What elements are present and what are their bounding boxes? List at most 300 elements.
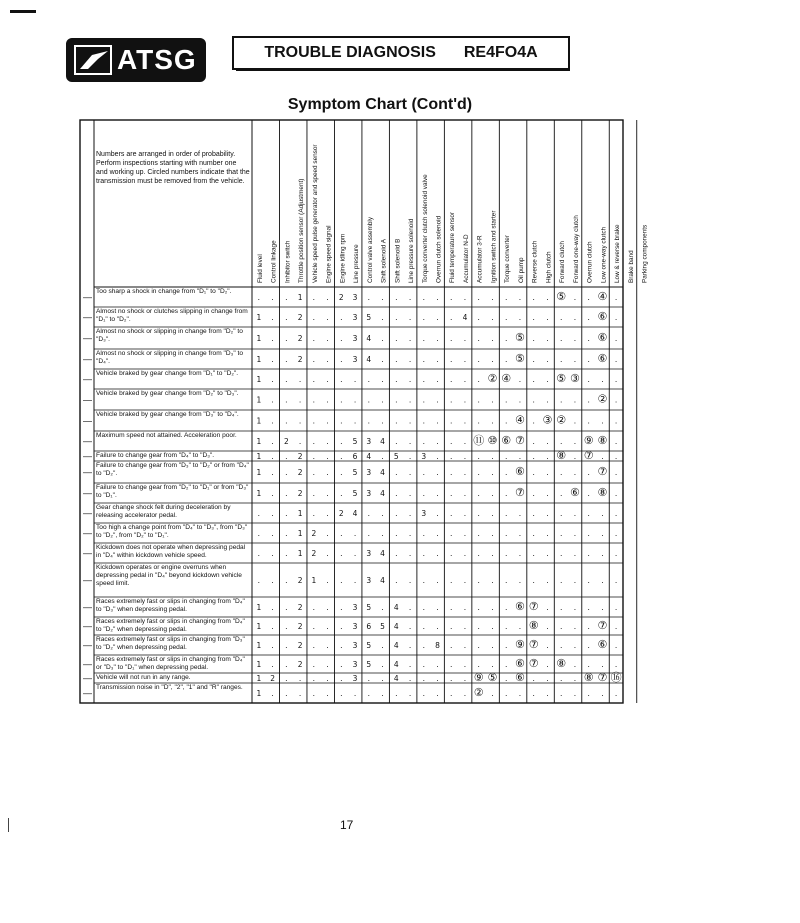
symptom-text: Races extremely fast or slips in changing from "D₄" to "D₂" when depressing pedal. (96, 618, 245, 633)
cell-value: . (367, 416, 370, 426)
cell-value: . (326, 622, 329, 631)
cell-value: . (505, 293, 508, 302)
cell-value: . (285, 603, 288, 612)
row-marker: — (83, 451, 92, 461)
cell-value: . (450, 603, 453, 612)
cell-value: . (408, 689, 412, 698)
cell-value: 4 (380, 489, 385, 498)
cell-value: . (614, 529, 618, 538)
cell-value: . (285, 375, 288, 384)
cell-value: 6 (366, 622, 372, 631)
cell-value: . (271, 603, 274, 612)
cell-value: 3 (352, 293, 358, 302)
cell-value: . (477, 293, 480, 302)
cell-value: . (546, 674, 549, 683)
cell-value: . (395, 576, 398, 585)
column-header: Accumulator N-D (462, 234, 470, 283)
cell-value: . (587, 603, 590, 612)
cell-value: . (326, 674, 329, 683)
symptom-cell (96, 390, 250, 409)
cell-value: . (285, 313, 288, 322)
cell-value: ⑧ (597, 486, 608, 499)
cell-value: . (436, 416, 439, 426)
cell-value: . (573, 689, 577, 698)
cell-value: . (546, 468, 549, 477)
cell-value: . (326, 416, 329, 426)
cell-value: . (559, 529, 563, 538)
cell-value: 1 (256, 437, 262, 446)
cell-value: . (395, 293, 398, 302)
cell-value: . (546, 576, 549, 585)
column-header: Brake band (627, 250, 635, 283)
cell-value: . (395, 375, 398, 384)
row-marker: — (83, 621, 92, 631)
cell-value: . (505, 395, 508, 405)
cell-value: ⑤ (487, 671, 498, 684)
cell-value: . (477, 576, 480, 585)
cell-value: ⑨ (515, 638, 525, 651)
cell-value: 1 (256, 660, 262, 669)
cell-value: . (353, 549, 357, 558)
cell-value: . (395, 437, 398, 446)
cell-value: . (395, 529, 398, 538)
cell-value: ③ (569, 372, 580, 385)
cell-value: . (573, 576, 577, 585)
cell-value: . (614, 416, 618, 426)
cell-value: . (546, 489, 549, 498)
row-marker: — (83, 575, 92, 585)
cell-value: . (587, 660, 590, 669)
cell-value: . (518, 509, 522, 518)
cell-value: . (573, 529, 577, 538)
cell-value: . (340, 622, 343, 631)
cell-value: . (532, 375, 535, 384)
cell-value: . (271, 334, 274, 343)
cell-value: . (601, 509, 604, 518)
cell-value: ⑦ (597, 671, 608, 684)
cell-value: ⑧ (556, 657, 567, 670)
cell-value: 2 (297, 489, 303, 498)
cell-value: . (326, 437, 329, 446)
cell-value: . (436, 468, 439, 477)
cell-value: . (395, 549, 398, 558)
cell-value: ⑧ (597, 434, 608, 447)
cell-value: . (477, 489, 480, 498)
cell-value: . (614, 660, 618, 669)
cell-value: ⑧ (528, 619, 539, 632)
cell-value: . (367, 395, 370, 405)
cell-value: . (573, 334, 577, 343)
cell-value: ⑯ (610, 671, 622, 684)
cell-value: . (271, 468, 274, 477)
row-marker: — (83, 508, 92, 518)
cell-value: . (450, 641, 453, 650)
cell-value: . (491, 660, 494, 669)
cell-value: . (257, 549, 261, 558)
cell-value: 5 (366, 641, 372, 650)
cell-value: ⑥ (515, 600, 525, 613)
cell-value: . (340, 355, 343, 364)
cell-value: . (436, 603, 439, 612)
symptom-text: Kickdown does not operate when depressing pedal in "D₄" within kickdown vehicle speed. (96, 544, 246, 559)
cell-value: . (546, 395, 549, 405)
cell-value: . (340, 334, 343, 343)
cell-value: 2 (297, 622, 303, 631)
cell-value: 1 (256, 334, 262, 343)
cell-value: . (450, 375, 453, 384)
cell-value: . (463, 416, 467, 426)
cell-value: . (381, 452, 384, 461)
cell-value: ⑨ (473, 671, 484, 684)
cell-value: . (312, 375, 316, 384)
cell-value: . (477, 375, 480, 384)
cell-value: . (587, 489, 590, 498)
cell-value: . (271, 375, 274, 384)
cell-value: . (546, 313, 549, 322)
cell-value: . (340, 549, 343, 558)
cell-value: . (381, 416, 384, 426)
column-header: Reverse clutch (531, 240, 539, 283)
cell-value: . (340, 489, 343, 498)
cell-value: 2 (297, 452, 303, 461)
cell-value: . (491, 603, 494, 612)
cell-value: . (518, 452, 522, 461)
cell-value: . (573, 660, 577, 669)
cell-value: . (532, 489, 535, 498)
row-marker: — (83, 528, 92, 538)
cell-value: . (518, 576, 522, 585)
cell-value: . (518, 689, 522, 698)
cell-value: . (367, 529, 370, 538)
cell-value: 4 (393, 674, 399, 683)
symptom-text: Almost no shock or slipping in change from "D₃" to "D₄". (96, 350, 244, 365)
cell-value: . (422, 576, 425, 585)
cell-value: ⑥ (501, 434, 512, 447)
cell-value: 8 (435, 641, 440, 650)
cell-value: . (312, 293, 316, 302)
cell-value: 1 (297, 549, 303, 558)
cell-value: . (381, 293, 384, 302)
cell-value: 1 (256, 468, 262, 477)
cell-value: ⑥ (569, 486, 580, 499)
cell-value: . (505, 529, 508, 538)
cell-value: . (532, 674, 535, 683)
cell-value: . (422, 603, 425, 612)
row-marker: — (83, 602, 92, 612)
cell-value: 1 (256, 641, 262, 650)
cell-value: 3 (366, 576, 372, 585)
cell-value: . (298, 437, 302, 446)
cell-value: . (312, 416, 316, 426)
cell-value: . (573, 549, 577, 558)
cell-value: ② (556, 413, 567, 427)
cell-value: . (532, 293, 535, 302)
cell-value: . (271, 509, 274, 518)
cell-value: . (559, 509, 563, 518)
cell-value: . (271, 395, 274, 405)
cell-value: . (491, 576, 494, 585)
cell-value: . (340, 603, 343, 612)
cell-value: . (614, 603, 618, 612)
symptom-cell (96, 411, 250, 430)
symptom-cell (96, 328, 250, 348)
cell-value: . (491, 313, 494, 322)
cell-value: . (505, 334, 508, 343)
cell-value: . (340, 416, 343, 426)
cell-value: . (422, 355, 425, 364)
symptom-cell (96, 674, 250, 682)
cell-value: . (450, 293, 453, 302)
cell-value: . (340, 437, 343, 446)
cell-value: . (312, 489, 316, 498)
column-header: Shift solenoid A (380, 238, 388, 283)
cell-value: . (505, 674, 508, 683)
cell-value: 5 (366, 603, 372, 612)
cell-value: . (271, 293, 274, 302)
cell-value: ⑥ (515, 657, 525, 670)
cell-value: . (422, 437, 425, 446)
cell-value: . (408, 576, 412, 585)
cell-value: . (491, 452, 494, 461)
cell-value: . (614, 334, 618, 343)
row-marker: — (83, 467, 92, 477)
column-header: Shift solenoid B (394, 238, 402, 283)
cell-value: . (532, 509, 535, 518)
cell-value: . (573, 452, 577, 461)
cell-value: . (587, 576, 590, 585)
cell-value: . (271, 437, 274, 446)
cell-value: . (271, 355, 274, 364)
row-marker: — (83, 488, 92, 498)
row-marker: — (83, 548, 92, 558)
cell-value: . (601, 375, 604, 384)
cell-value: 2 (311, 529, 317, 538)
cell-value: . (326, 313, 329, 322)
column-header: Torque converter clutch solenoid valve (421, 174, 429, 283)
cell-value: . (450, 689, 453, 698)
cell-value: . (491, 549, 494, 558)
cell-value: . (477, 509, 480, 518)
cell-value: 1 (256, 452, 262, 461)
cell-value: . (381, 689, 384, 698)
cell-value: 2 (297, 355, 303, 364)
cell-value: . (477, 452, 480, 461)
cell-value: ⑦ (528, 638, 539, 651)
cell-value: . (408, 489, 412, 498)
cell-value: . (312, 468, 316, 477)
cell-value: . (463, 489, 467, 498)
cell-value: . (381, 334, 384, 343)
cell-value: . (312, 689, 316, 698)
cell-value: . (614, 293, 618, 302)
cell-value: . (532, 313, 535, 322)
cell-value: . (505, 489, 508, 498)
cell-value: . (463, 334, 467, 343)
cell-value: . (436, 549, 439, 558)
cell-value: . (573, 603, 577, 612)
cell-value: 5 (380, 622, 385, 631)
cell-value: 3 (421, 509, 427, 518)
row-marker: — (83, 673, 92, 683)
cell-value: . (559, 489, 563, 498)
cell-value: . (463, 395, 467, 405)
cell-value: . (422, 489, 425, 498)
cell-value: . (312, 437, 316, 446)
cell-value: . (326, 549, 329, 558)
cell-value: . (491, 689, 494, 698)
cell-value: . (491, 529, 494, 538)
cell-value: . (408, 641, 412, 650)
cell-value: . (614, 576, 618, 585)
cell-value: 3 (352, 641, 358, 650)
cell-value: . (546, 355, 549, 364)
cell-value: . (271, 416, 274, 426)
cell-value: . (532, 468, 535, 477)
column-header: Torque converter (504, 235, 512, 283)
column-header: Ignition switch and starter (490, 210, 498, 283)
cell-value: . (436, 375, 439, 384)
cell-value: . (573, 437, 577, 446)
cell-value: . (367, 689, 370, 698)
cell-value: 1 (256, 603, 262, 612)
column-header: Overrun clutch (586, 241, 594, 283)
column-header: Throttle position sensor (Adjustment) (298, 178, 306, 283)
cell-value: . (340, 641, 343, 650)
cell-value: . (326, 641, 329, 650)
column-header: Low & reverse brake (614, 224, 622, 283)
column-header: High clutch (545, 251, 553, 283)
cell-value: 1 (256, 355, 262, 364)
cell-value: 5 (352, 437, 358, 446)
cell-value: 1 (256, 375, 262, 384)
row-marker: — (83, 374, 92, 384)
cell-value: 1 (256, 674, 262, 683)
cell-value: . (518, 375, 522, 384)
cell-value: . (505, 641, 508, 650)
symptom-text: Races extremely fast or slips in changing from "D₃" to "D₂" when depressing pedal. (96, 636, 245, 651)
header-title: TROUBLE DIAGNOSIS (264, 44, 436, 61)
page-number: 17 (340, 818, 354, 832)
cell-value: . (614, 437, 618, 446)
cell-value: . (491, 622, 494, 631)
cell-value: . (257, 576, 261, 585)
row-marker: — (83, 333, 92, 343)
cell-value: . (271, 452, 274, 461)
cell-value: . (285, 293, 288, 302)
cell-value: ⑤ (556, 290, 567, 303)
cell-value: . (312, 641, 316, 650)
cell-value: . (614, 355, 618, 364)
cell-value: . (422, 468, 425, 477)
cell-value: . (601, 452, 604, 461)
symptom-cell (96, 462, 250, 482)
cell-value: . (559, 395, 563, 405)
cell-value: . (340, 674, 343, 683)
cell-value: . (326, 452, 329, 461)
cell-value: ⑥ (597, 310, 608, 323)
cell-value: . (573, 395, 577, 405)
cell-value: . (353, 529, 357, 538)
symptom-text: Vehicle braked by gear change from "D₁" to "D₂". (96, 370, 239, 377)
cell-value: . (463, 375, 467, 384)
cell-value: . (463, 293, 467, 302)
cell-value: . (285, 355, 288, 364)
cell-value: . (436, 395, 439, 405)
cell-value: . (463, 437, 467, 446)
cell-value: 4 (380, 576, 385, 585)
cell-value: . (436, 355, 439, 364)
cell-value: . (285, 468, 288, 477)
cell-value: . (614, 468, 618, 477)
cell-value: . (546, 549, 549, 558)
cell-value: . (601, 549, 604, 558)
symptom-text: Vehicle braked by gear change from "D₃" to "D₄". (96, 411, 239, 418)
cell-value: . (340, 395, 343, 405)
cell-value: . (587, 549, 590, 558)
cell-value: . (505, 452, 508, 461)
cell-value: . (532, 529, 535, 538)
cell-value: 5 (393, 452, 399, 461)
cell-value: . (505, 468, 508, 477)
symptom-cell (96, 656, 250, 672)
cell-value: . (436, 509, 439, 518)
cell-value: ② (473, 686, 484, 699)
cell-value: . (518, 395, 522, 405)
margin-mark (8, 818, 9, 832)
cell-value: . (450, 334, 453, 343)
cell-value: . (559, 549, 563, 558)
cell-value: ⑥ (515, 671, 525, 684)
cell-value: 3 (421, 452, 427, 461)
cell-value: . (326, 395, 329, 405)
cell-value: 4 (366, 355, 372, 364)
cell-value: . (340, 689, 343, 698)
cell-value: 1 (256, 622, 262, 631)
cell-value: . (408, 660, 412, 669)
cell-value: . (477, 529, 480, 538)
cell-value: 4 (366, 334, 372, 343)
cell-value: . (395, 355, 398, 364)
cell-value: . (450, 509, 453, 518)
cell-value: ⑤ (515, 331, 525, 344)
cell-value: . (614, 313, 618, 322)
cell-value: . (587, 395, 590, 405)
cell-value: ② (487, 372, 498, 385)
cell-value: . (326, 293, 329, 302)
cell-value: 3 (352, 334, 358, 343)
cell-value: . (573, 622, 577, 631)
cell-value: . (408, 674, 412, 683)
cell-value: . (491, 416, 494, 426)
cell-value: . (614, 375, 618, 384)
cell-value: . (587, 641, 590, 650)
chart-title: Symptom Chart (Cont'd) (287, 96, 473, 113)
column-header: Fluid temperature sensor (449, 211, 457, 283)
cell-value: . (463, 576, 467, 585)
symptom-cell (96, 598, 250, 616)
cell-value: 5 (352, 468, 358, 477)
cell-value: . (312, 452, 316, 461)
cell-value: 2 (297, 313, 303, 322)
cell-value: 2 (270, 674, 276, 683)
cell-value: . (491, 293, 494, 302)
cell-value: . (408, 293, 412, 302)
cell-value: ⑦ (528, 600, 539, 613)
cell-value: . (587, 622, 590, 631)
cell-value: . (450, 660, 453, 669)
column-header: Control valve assembly (366, 216, 374, 283)
cell-value: . (463, 355, 467, 364)
